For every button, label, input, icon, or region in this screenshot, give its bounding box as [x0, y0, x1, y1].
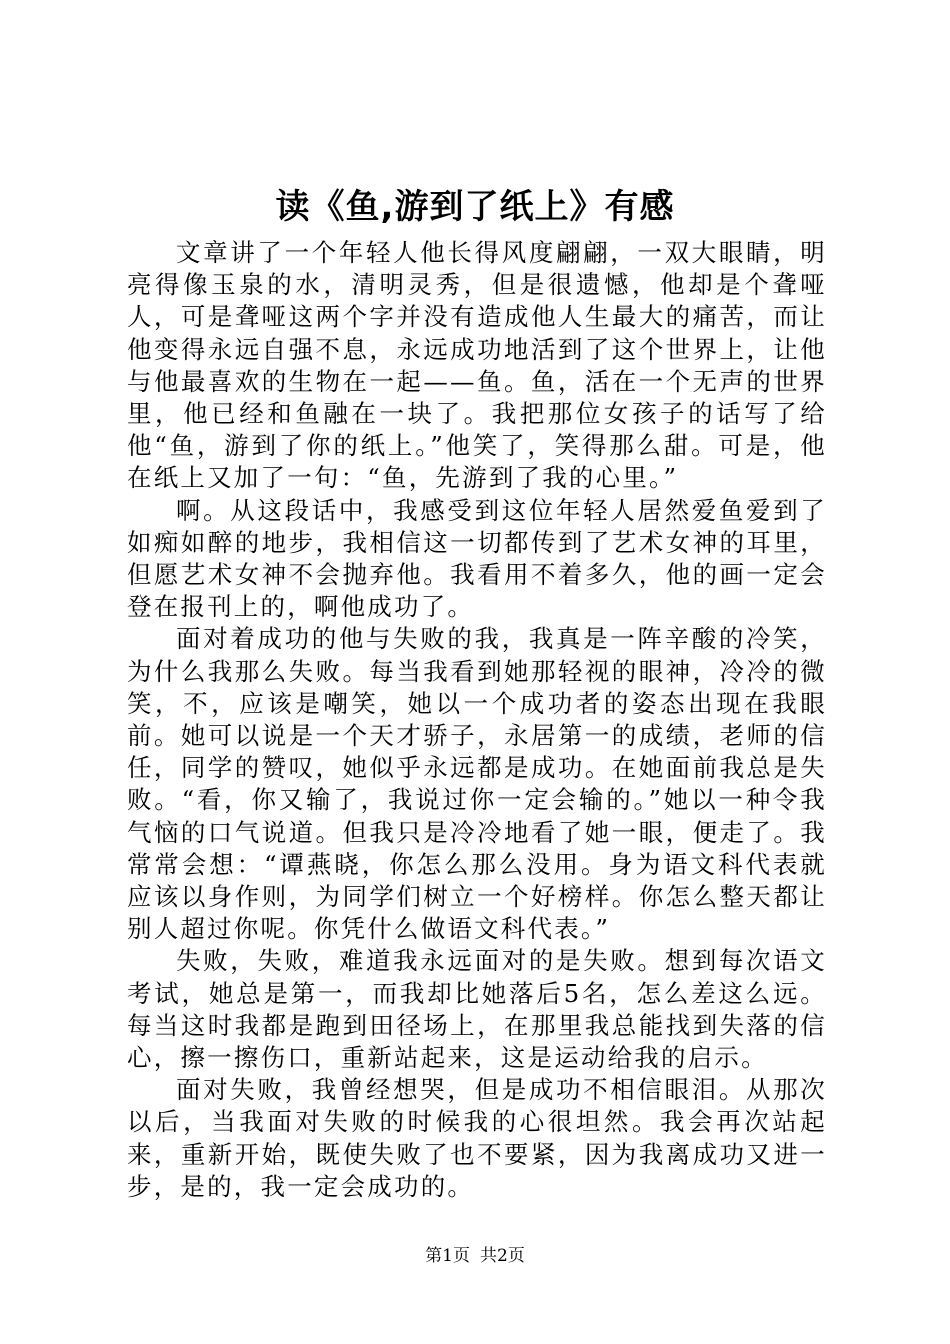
paragraph: 面对失败，我曾经想哭，但是成功不相信眼泪。从那次以后，当我面对失败的时候我的心很坦然。我会再次站起来，重新开始，既使失败了也不要紧，因为我离成功又进一步，是的，我一定会成功的。 [127, 1075, 827, 1201]
page-total: 共2页 [480, 1246, 525, 1266]
paragraph: 失败，失败，难道我永远面对的是失败。想到每次语文考试，她总是第一，而我却比她落后5名，怎么差这么远。每当这时我都是跑到田径场上，在那里我总能找到失落的信心，擦一擦伤口，重新站起来，这是运动给我的启示。 [127, 946, 827, 1073]
document-title: 读《鱼,游到了纸上》有感 [275, 187, 675, 227]
paragraph: 面对着成功的他与失败的我，我真是一阵辛酸的冷笑，为什么我那么失败。每当我看到她那轻视的眼神，冷冷的微笑，不，应该是嘲笑，她以一个成功者的姿态出现在我眼前。她可以说是一个天才骄子，永居第一的成绩，老师的信任，同学的赞叹，她似乎永远都是成功。在她面前我总是失败。“看，你又输了，我说过你一定会输的。”她以一种令我气恼的口气说道。但我只是冷冷地看了她一眼，便走了。我常常会想：“谭燕晓，你怎么那么没用。身为语文科代表就应该以身作则，为同学们树立一个好榜样。你怎么整天都让别人超过你呢。你凭什么做语文科代表。” [127, 624, 827, 944]
document-body [127, 237, 827, 1203]
page-number: 第1页 [425, 1246, 470, 1266]
paragraph: 文章讲了一个年轻人他长得风度翩翩，一双大眼睛，明亮得像玉泉的水，清明灵秀，但是很遗憾，他却是个聋哑人，可是聋哑这两个字并没有造成他人生最大的痛苦，而让他变得永远自强不息，永远成功地活到了这个世界上，让他与他最喜欢的生物在一起——鱼。鱼，活在一个无声的世界里，他已经和鱼融在一块了。我把那位女孩子的话写了给他“鱼，游到了你的纸上。”他笑了，笑得那么甜。可是，他在纸上又加了一句：“鱼，先游到了我的心里。” [127, 238, 827, 493]
paragraph: 啊。从这段话中，我感受到这位年轻人居然爱鱼爱到了如痴如醉的地步，我相信这一切都传到了艺术女神的耳里，但愿艺术女神不会抛弃他。我看用不着多久，他的画一定会登在报刊上的，啊他成功了。 [127, 495, 827, 622]
page-footer [0, 1245, 950, 1267]
